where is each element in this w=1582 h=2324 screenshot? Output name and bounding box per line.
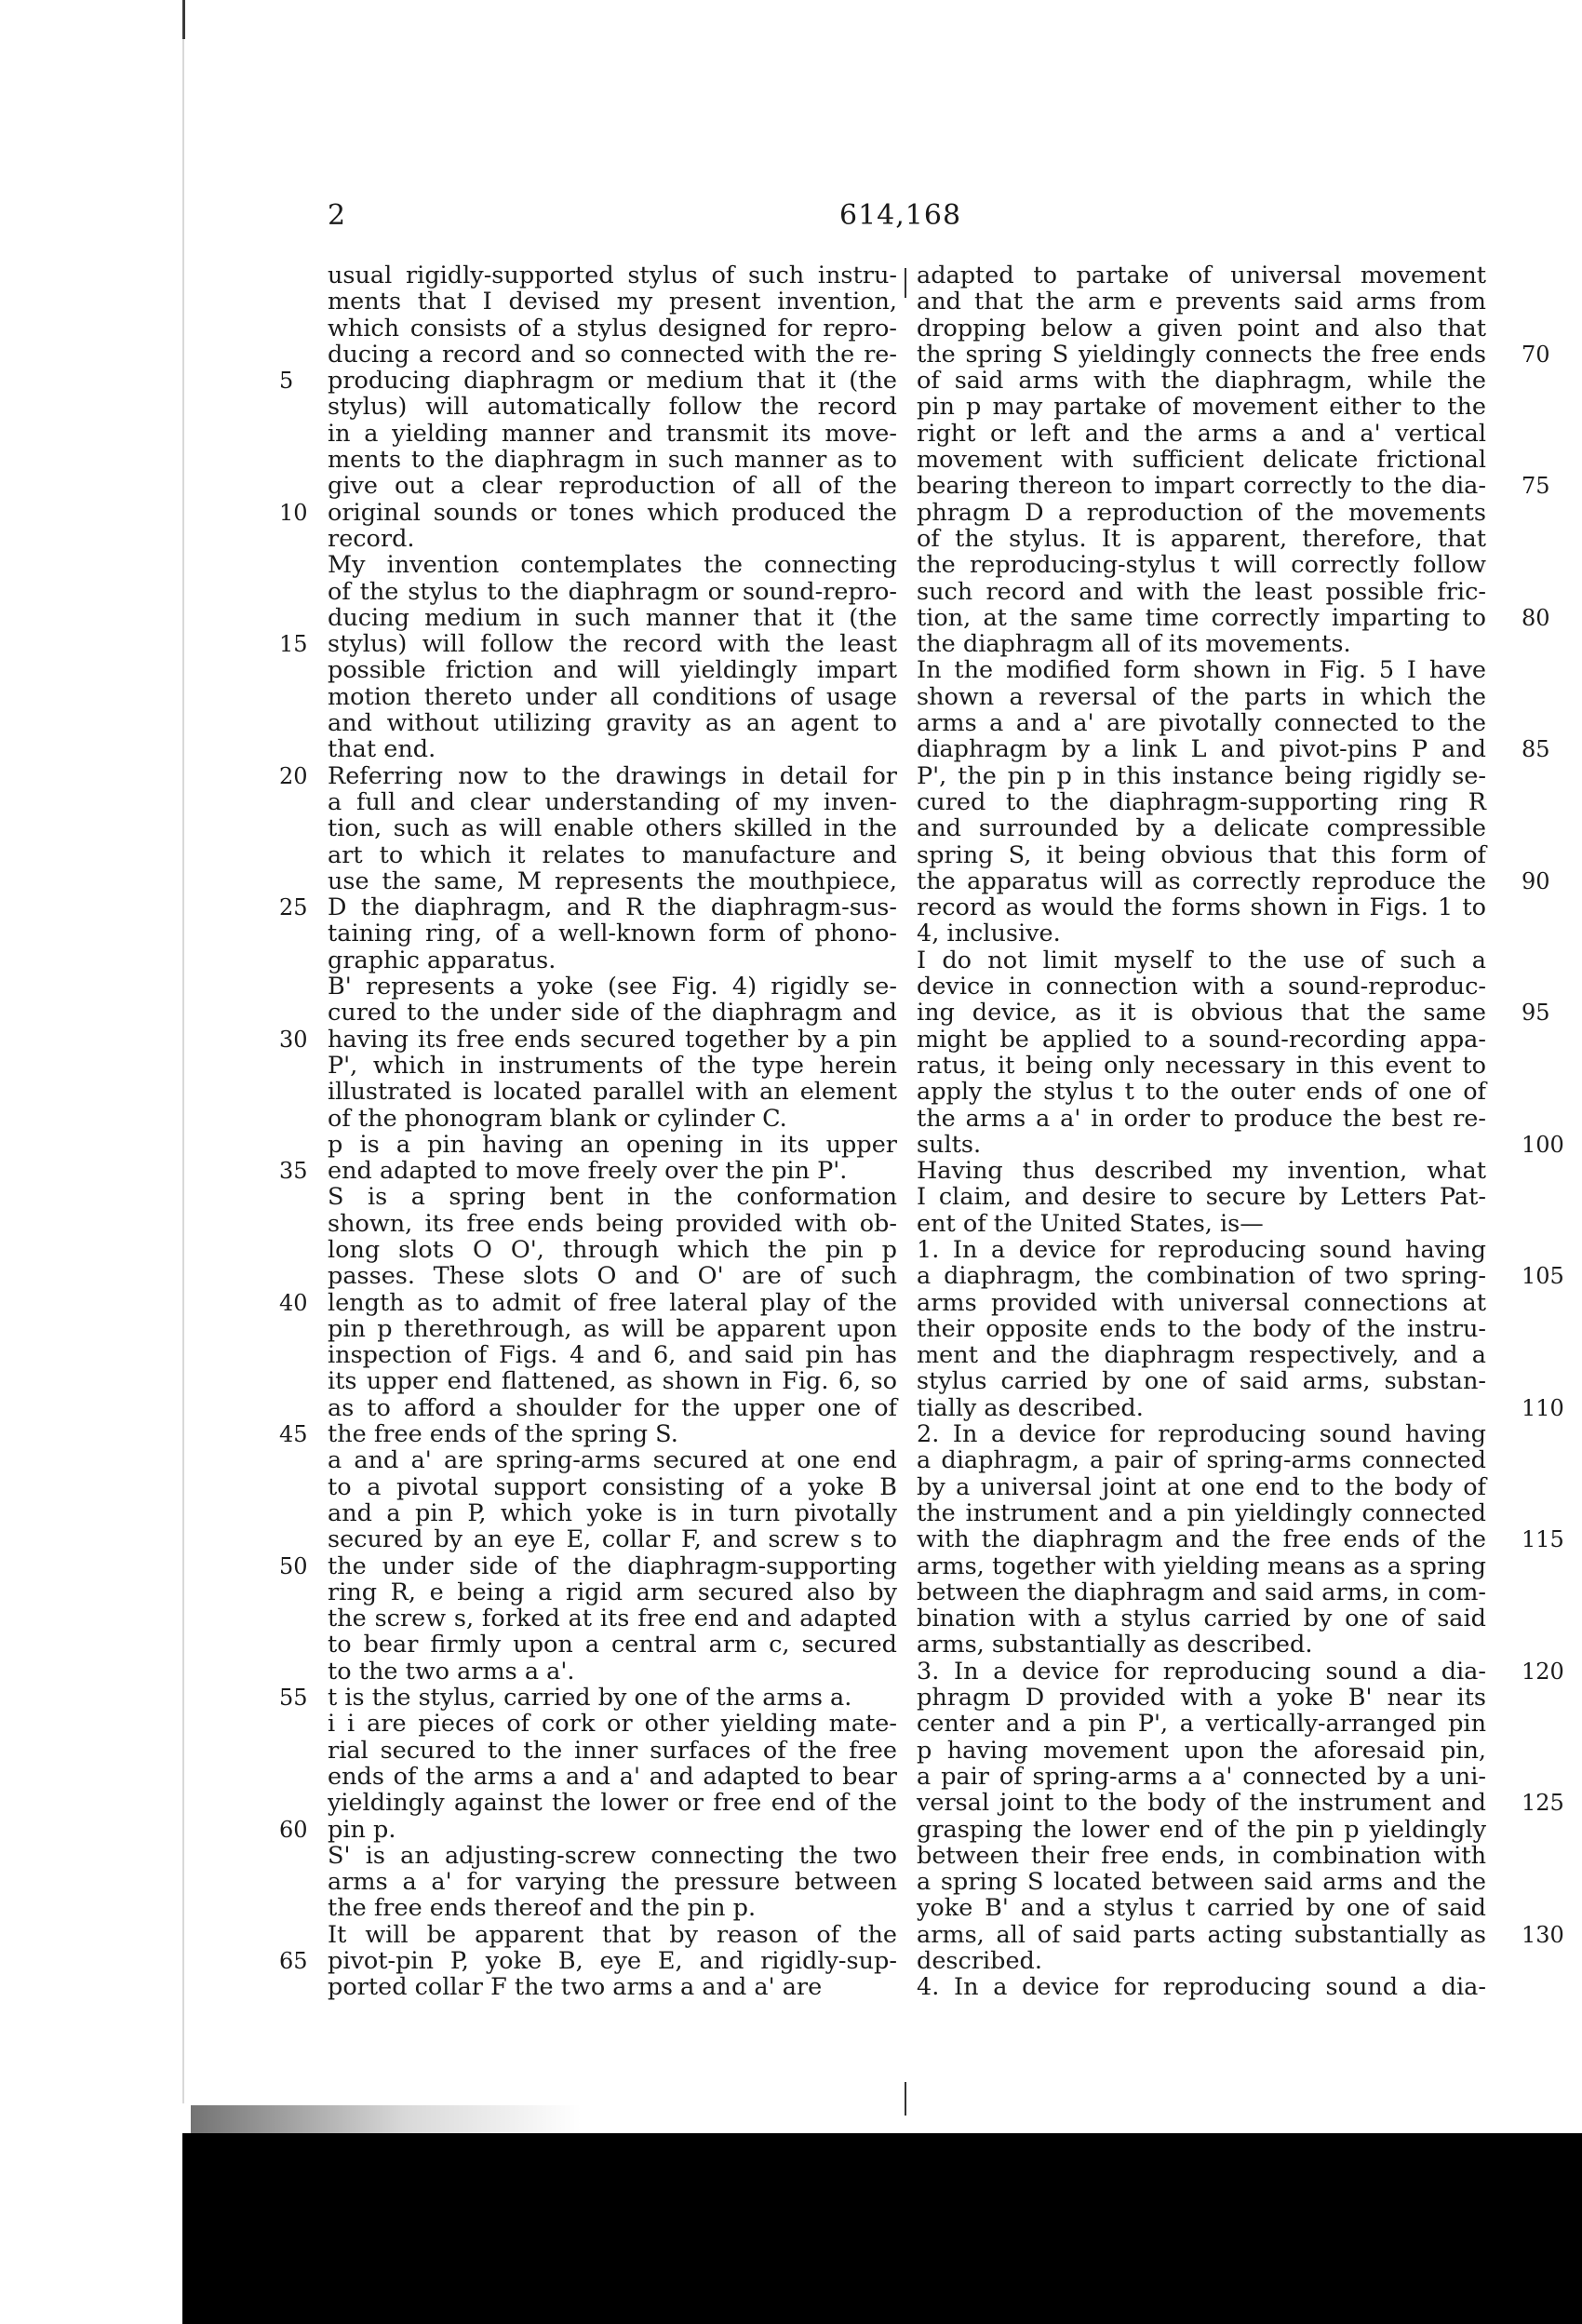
text-line: P', the pin p in this instance being rigidly se- [917,761,1486,790]
text-line: illustrated is located parallel with an element [328,1078,897,1107]
line-number: 130 [1522,1921,1564,1948]
text-line: stylus carried by one of said arms, substan- [917,1367,1486,1396]
text-line: ducing a record and so connected with the re- [328,340,897,369]
text-line: bearing thereon to impart correctly to the dia- [917,472,1486,501]
line-number: 85 [1522,736,1550,763]
line-number: 95 [1522,1000,1550,1027]
line-number: 10 [279,499,308,526]
line-number: 55 [279,1685,308,1712]
text-line: It will be apparent that by reason of the [328,1920,897,1949]
line-number: 20 [279,762,308,789]
line-number: 125 [1522,1790,1564,1817]
text-line: with the diaphragm and the free ends of the [917,1525,1486,1554]
text-line: the free ends thereof and the pin p. [328,1894,757,1923]
text-line: i i are pieces of cork or other yielding mate- [328,1710,897,1739]
text-line: such record and with the least possible fric- [917,577,1486,606]
text-line: arms, together with yielding means as a spring [917,1552,1486,1580]
line-number: 25 [279,894,308,921]
column-divider-top [905,268,906,298]
text-line: cured to the diaphragm-supporting ring R [917,787,1486,816]
text-line: record as would the forms shown in Figs. 1 to [917,893,1486,922]
text-line: arms a and a' are pivotally connected to the [917,709,1486,738]
line-number: 30 [279,1026,308,1053]
text-line: ments that I devised my present invention, [328,288,897,316]
text-line: arms, substantially as described. [917,1631,1313,1659]
text-line: apply the stylus t to the outer ends of one of [917,1078,1486,1107]
text-line: ment and the diaphragm respectively, and a [917,1341,1486,1370]
text-line: tially as described. [917,1393,1144,1422]
text-line: tion, at the same time correctly imparting to [917,603,1486,632]
text-line: pin p may partake of movement either to the [917,393,1486,422]
text-line: device in connection with a sound-reproduc- [917,973,1486,1001]
text-line: S' is an adjusting-screw connecting the two [328,1841,897,1870]
text-line: arms provided with universal connections at [917,1288,1486,1317]
line-number: 70 [1522,341,1550,368]
text-line: 3. In a device for reproducing sound a dia- [917,1657,1486,1686]
text-line: pin p. [328,1815,396,1844]
text-line: arms a a' for varying the pressure between [328,1868,897,1897]
text-line: grasping the lower end of the pin p yieldingly [917,1815,1486,1844]
text-line: passes. These slots O and O' are of such [328,1262,897,1291]
text-line: S is a spring bent in the conformation [328,1183,897,1212]
text-line: ring R, e being a rigid arm secured also by [328,1578,897,1606]
text-line: of said arms with the diaphragm, while the [917,367,1486,396]
text-line: spring S, it being obvious that this form of [917,840,1486,869]
left-text-column [328,262,897,2001]
text-line: a diaphragm, a pair of spring-arms connected [917,1446,1486,1475]
text-line: producing diaphragm or medium that it (the [328,367,897,396]
text-line: between their free ends, in combination with [917,1841,1486,1870]
text-line: versal joint to the body of the instrument and [917,1789,1486,1818]
text-line: ent of the United States, is— [917,1209,1264,1238]
text-line: phragm D a reproduction of the movements [917,498,1486,527]
text-line: ends of the arms a and a' and adapted to bear [328,1762,897,1791]
text-line: long slots O O', through which the pin p [328,1235,897,1264]
text-line: and surrounded by a delicate compressible [917,814,1486,843]
page-edge [182,0,184,2103]
line-number: 75 [1522,473,1550,500]
text-line: I claim, and desire to secure by Letters Pat- [917,1183,1486,1212]
text-line: the spring S yieldingly connects the free ends [917,340,1486,369]
text-line: secured by an eye E, collar F, and screw s to [328,1525,897,1554]
text-line: right or left and the arms a and a' vertical [917,419,1486,448]
text-line: stylus) will automatically follow the record [328,393,897,422]
text-line: the diaphragm all of its movements. [917,630,1351,659]
line-number: 65 [279,1948,308,1975]
line-number: 120 [1522,1658,1564,1685]
text-line: between the diaphragm and said arms, in com- [917,1578,1486,1606]
text-line: 4. In a device for reproducing sound a dia- [917,1973,1486,2002]
text-line: pin p therethrough, as will be apparent upon [328,1314,897,1343]
text-line: ratus, it being only necessary in this event to [917,1051,1486,1080]
text-line: taining ring, of a well-known form of phono- [328,920,897,948]
text-line: ing device, as it is obvious that the same [917,999,1486,1028]
text-line: length as to admit of free lateral play of the [328,1288,897,1317]
text-line: motion thereto under all conditions of usage [328,682,897,711]
text-line: the apparatus will as correctly reproduce the [917,866,1486,895]
text-line: of the stylus to the diaphragm or sound-repro- [328,577,897,606]
text-line: arms, all of said parts acting substantially as [917,1920,1486,1949]
text-line: shown, its free ends being provided with ob- [328,1209,897,1238]
line-number: 115 [1522,1526,1564,1553]
line-number: 110 [1522,1394,1564,1421]
text-line: P', which in instruments of the type herein [328,1051,897,1080]
text-line: having its free ends secured together by a pin [328,1025,897,1054]
text-line: yieldingly against the lower or free end of the [328,1789,897,1818]
text-line: the reproducing-stylus t will correctly follow [917,551,1486,580]
text-line: p is a pin having an opening in its upper [328,1130,897,1159]
text-line: a pair of spring-arms a a' connected by a uni- [917,1762,1486,1791]
text-line: use the same, M represents the mouthpiece, [328,866,897,895]
text-line: possible friction and will yieldingly impart [328,656,897,685]
text-line: inspection of Figs. 4 and 6, and said pin has [328,1341,897,1370]
text-line: to a pivotal support consisting of a yoke B [328,1472,897,1501]
text-line: tion, such as will enable others skilled in the [328,814,897,843]
text-line: cured to the under side of the diaphragm and [328,999,897,1028]
text-line: 4, inclusive. [917,920,1061,948]
line-number: 15 [279,631,308,658]
text-line: In the modified form shown in Fig. 5 I have [917,656,1486,685]
text-line: and that the arm e prevents said arms from [917,288,1486,316]
patent-number: 614,168 [839,199,962,232]
text-line: adapted to partake of universal movement [917,262,1486,289]
text-line: end adapted to move freely over the pin P'. [328,1157,848,1186]
text-line: t is the stylus, carried by one of the arms a. [328,1684,852,1713]
text-line: bination with a stylus carried by one of said [917,1605,1486,1633]
text-line: Having thus described my invention, what [917,1157,1486,1186]
text-line: which consists of a stylus designed for repro- [328,314,897,343]
text-line: to the two arms a a'. [328,1657,575,1686]
text-line: original sounds or tones which produced the [328,498,897,527]
text-line: by a universal joint at one end to the body of [917,1472,1486,1501]
text-line: movement with sufficient delicate frictional [917,446,1486,475]
text-line: My invention contemplates the connecting [328,551,897,580]
text-line: art to which it relates to manufacture and [328,840,897,869]
text-line: of the stylus. It is apparent, therefore, that [917,524,1486,553]
text-line: that end. [328,735,436,764]
text-line: a diaphragm, the combination of two spring- [917,1262,1486,1291]
text-line: described. [917,1947,1042,1975]
text-line: shown a reversal of the parts in which the [917,682,1486,711]
text-line: center and a pin P', a vertically-arranged pin [917,1710,1486,1739]
text-line: to bear firmly upon a central arm c, secured [328,1631,897,1659]
scan-smudge [191,2105,582,2133]
column-divider-bottom [905,2082,906,2116]
scan-border-bottom [182,2133,1582,2324]
text-line: B' represents a yoke (see Fig. 4) rigidly se- [328,973,897,1001]
text-line: phragm D provided with a yoke B' near its [917,1684,1486,1713]
text-line: its upper end flattened, as shown in Fig. 6, so [328,1367,897,1396]
text-line: D the diaphragm, and R the diaphragm-sus- [328,893,897,922]
text-line: record. [328,524,415,553]
text-line: and without utilizing gravity as an agent to [328,709,897,738]
text-line: 1. In a device for reproducing sound having [917,1235,1486,1264]
line-number: 90 [1522,867,1550,894]
text-line: the arms a a' in order to produce the best re- [917,1104,1486,1133]
text-line: a and a' are spring-arms secured at one end [328,1446,897,1475]
line-number: 60 [279,1816,308,1843]
text-line: usual rigidly-supported stylus of such instru- [328,262,897,289]
line-number: 40 [279,1289,308,1316]
text-line: the free ends of the spring S. [328,1420,678,1449]
text-line: Referring now to the drawings in detail for [328,761,897,790]
line-number: 5 [279,368,294,395]
text-line: pivot-pin P, yoke B, eye E, and rigidly-sup- [328,1947,897,1975]
text-line: ported collar F the two arms a and a' are [328,1973,823,2002]
text-line: and a pin P, which yoke is in turn pivotally [328,1498,897,1527]
line-number: 100 [1522,1131,1564,1158]
text-line: I do not limit myself to the use of such a [917,946,1486,974]
text-line: might be applied to a sound-recording appa- [917,1025,1486,1054]
text-line: as to afford a shoulder for the upper one of [328,1393,897,1422]
line-number: 80 [1522,604,1550,631]
text-line: p having movement upon the aforesaid pin, [917,1736,1486,1765]
text-line: in a yielding manner and transmit its move- [328,419,897,448]
text-line: the under side of the diaphragm-supporting [328,1552,897,1580]
text-line: 2. In a device for reproducing sound having [917,1420,1486,1449]
text-line: diaphragm by a link L and pivot-pins P and [917,735,1486,764]
line-number: 50 [279,1552,308,1579]
text-line: the instrument and a pin yieldingly connected [917,1498,1486,1527]
text-line: sults. [917,1130,982,1159]
line-number: 35 [279,1158,308,1185]
text-line: stylus) will follow the record with the least [328,630,897,659]
text-line: give out a clear reproduction of all of the [328,472,897,501]
line-number: 105 [1522,1263,1564,1290]
text-line: ments to the diaphragm in such manner as to [328,446,897,475]
text-line: a full and clear understanding of my inven- [328,787,897,816]
scan-edge-mark [182,0,185,39]
text-line: of the phonogram blank or cylinder C. [328,1104,787,1133]
text-line: ducing medium in such manner that it (the [328,603,897,632]
text-line: a spring S located between said arms and the [917,1868,1486,1897]
page-number: 2 [328,199,346,232]
line-number: 45 [279,1421,308,1448]
right-text-column [917,262,1486,2001]
text-line: rial secured to the inner surfaces of the free [328,1736,897,1765]
text-line: graphic apparatus. [328,946,556,974]
text-line: the screw s, forked at its free end and adapted [328,1605,897,1633]
text-line: their opposite ends to the body of the instru- [917,1314,1486,1343]
text-line: dropping below a given point and also that [917,314,1486,343]
text-line: yoke B' and a stylus t carried by one of said [917,1894,1486,1923]
